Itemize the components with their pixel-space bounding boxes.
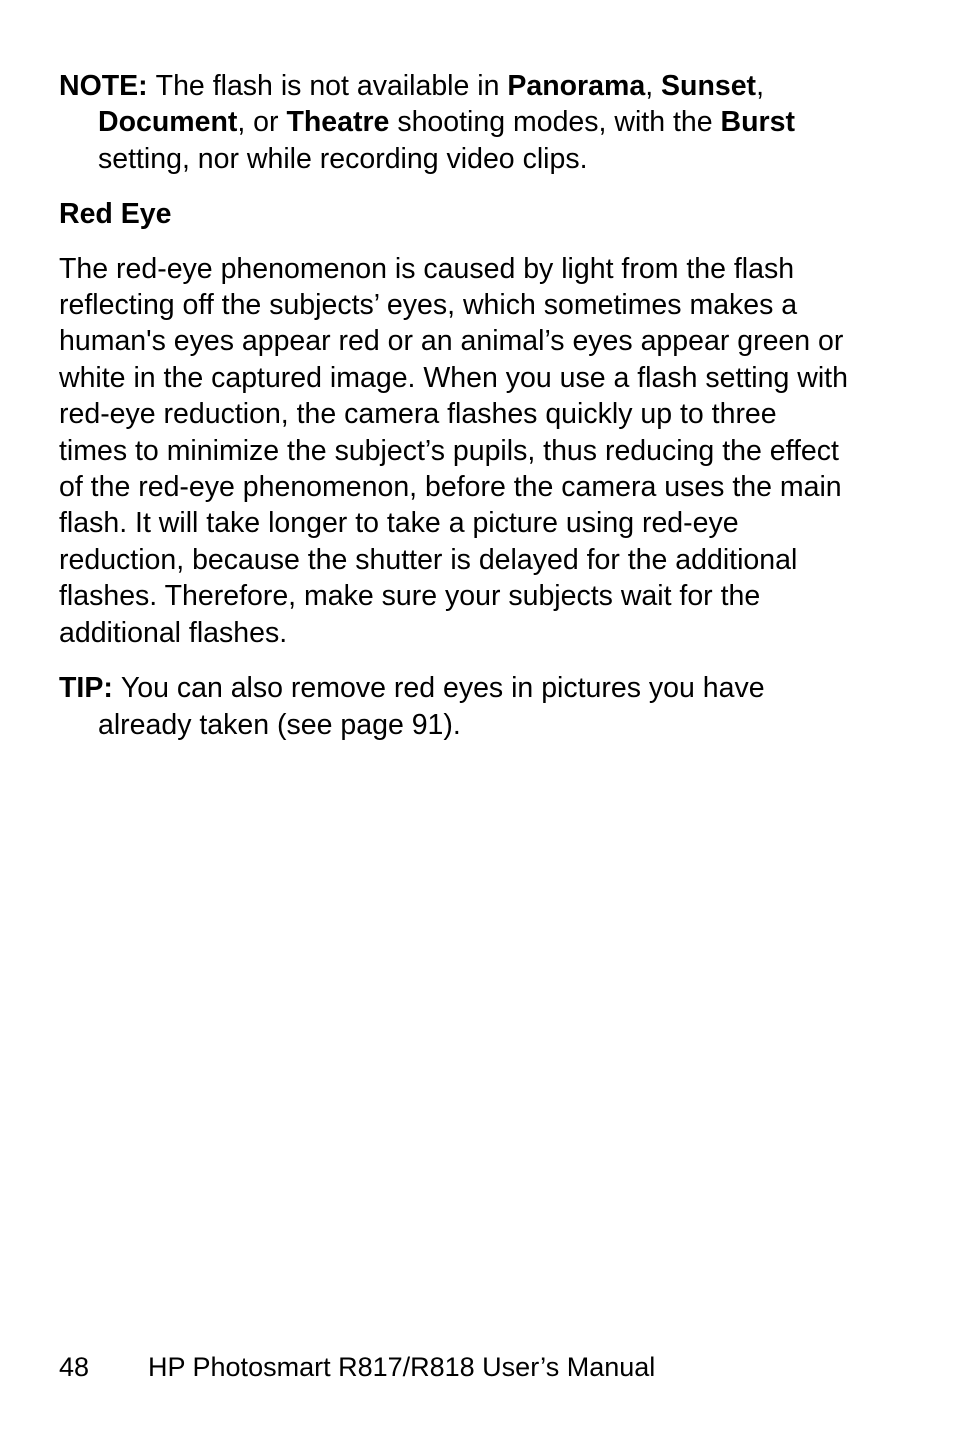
note-text: The flash is not available in <box>155 70 508 102</box>
tip-paragraph <box>59 670 849 743</box>
note-text: , <box>645 70 662 102</box>
note-text: , or <box>237 106 287 139</box>
note-mode-document: Document <box>98 106 238 139</box>
manual-title: HP Photosmart R817/R818 User’s Manual <box>148 1352 656 1382</box>
page-content <box>59 68 849 743</box>
section-heading: Red Eye <box>59 198 172 231</box>
tip-label: TIP: <box>59 672 113 705</box>
page-footer <box>59 1350 655 1384</box>
body-paragraph: The red-eye phenomenon is caused by light from the flash reflecting off the subjects’ eyes, which sometimes makes a human's eyes appear red or an animal’s eyes appear green or white in the captured image. When you use a flash setting with red-eye reduction, the camera flashes quickly up to three times to minimize the subject’s pupils, thus reducing the effect of the red-eye phenomenon, before the camera uses the main flash. It will take longer to take a picture using red-eye reduction, because the shutter is delayed for the additional flashes. Therefore, make sure your subjects wait for the additional flashes. <box>59 252 848 649</box>
page-number: 48 <box>59 1352 90 1382</box>
note-paragraph <box>59 68 849 177</box>
note-mode-panorama: Panorama <box>507 70 646 102</box>
note-text: shooting modes, with the <box>389 106 721 139</box>
note-setting-burst: Burst <box>720 106 795 139</box>
tip-text: You can also remove red eyes in pictures you have already taken (see page 91). <box>98 672 765 741</box>
note-label: NOTE: <box>59 70 148 102</box>
note-mode-theatre: Theatre <box>286 106 390 139</box>
note-text: , <box>756 70 764 102</box>
note-mode-sunset: Sunset <box>661 70 757 102</box>
note-text: setting, nor while recording video clips. <box>98 142 588 175</box>
